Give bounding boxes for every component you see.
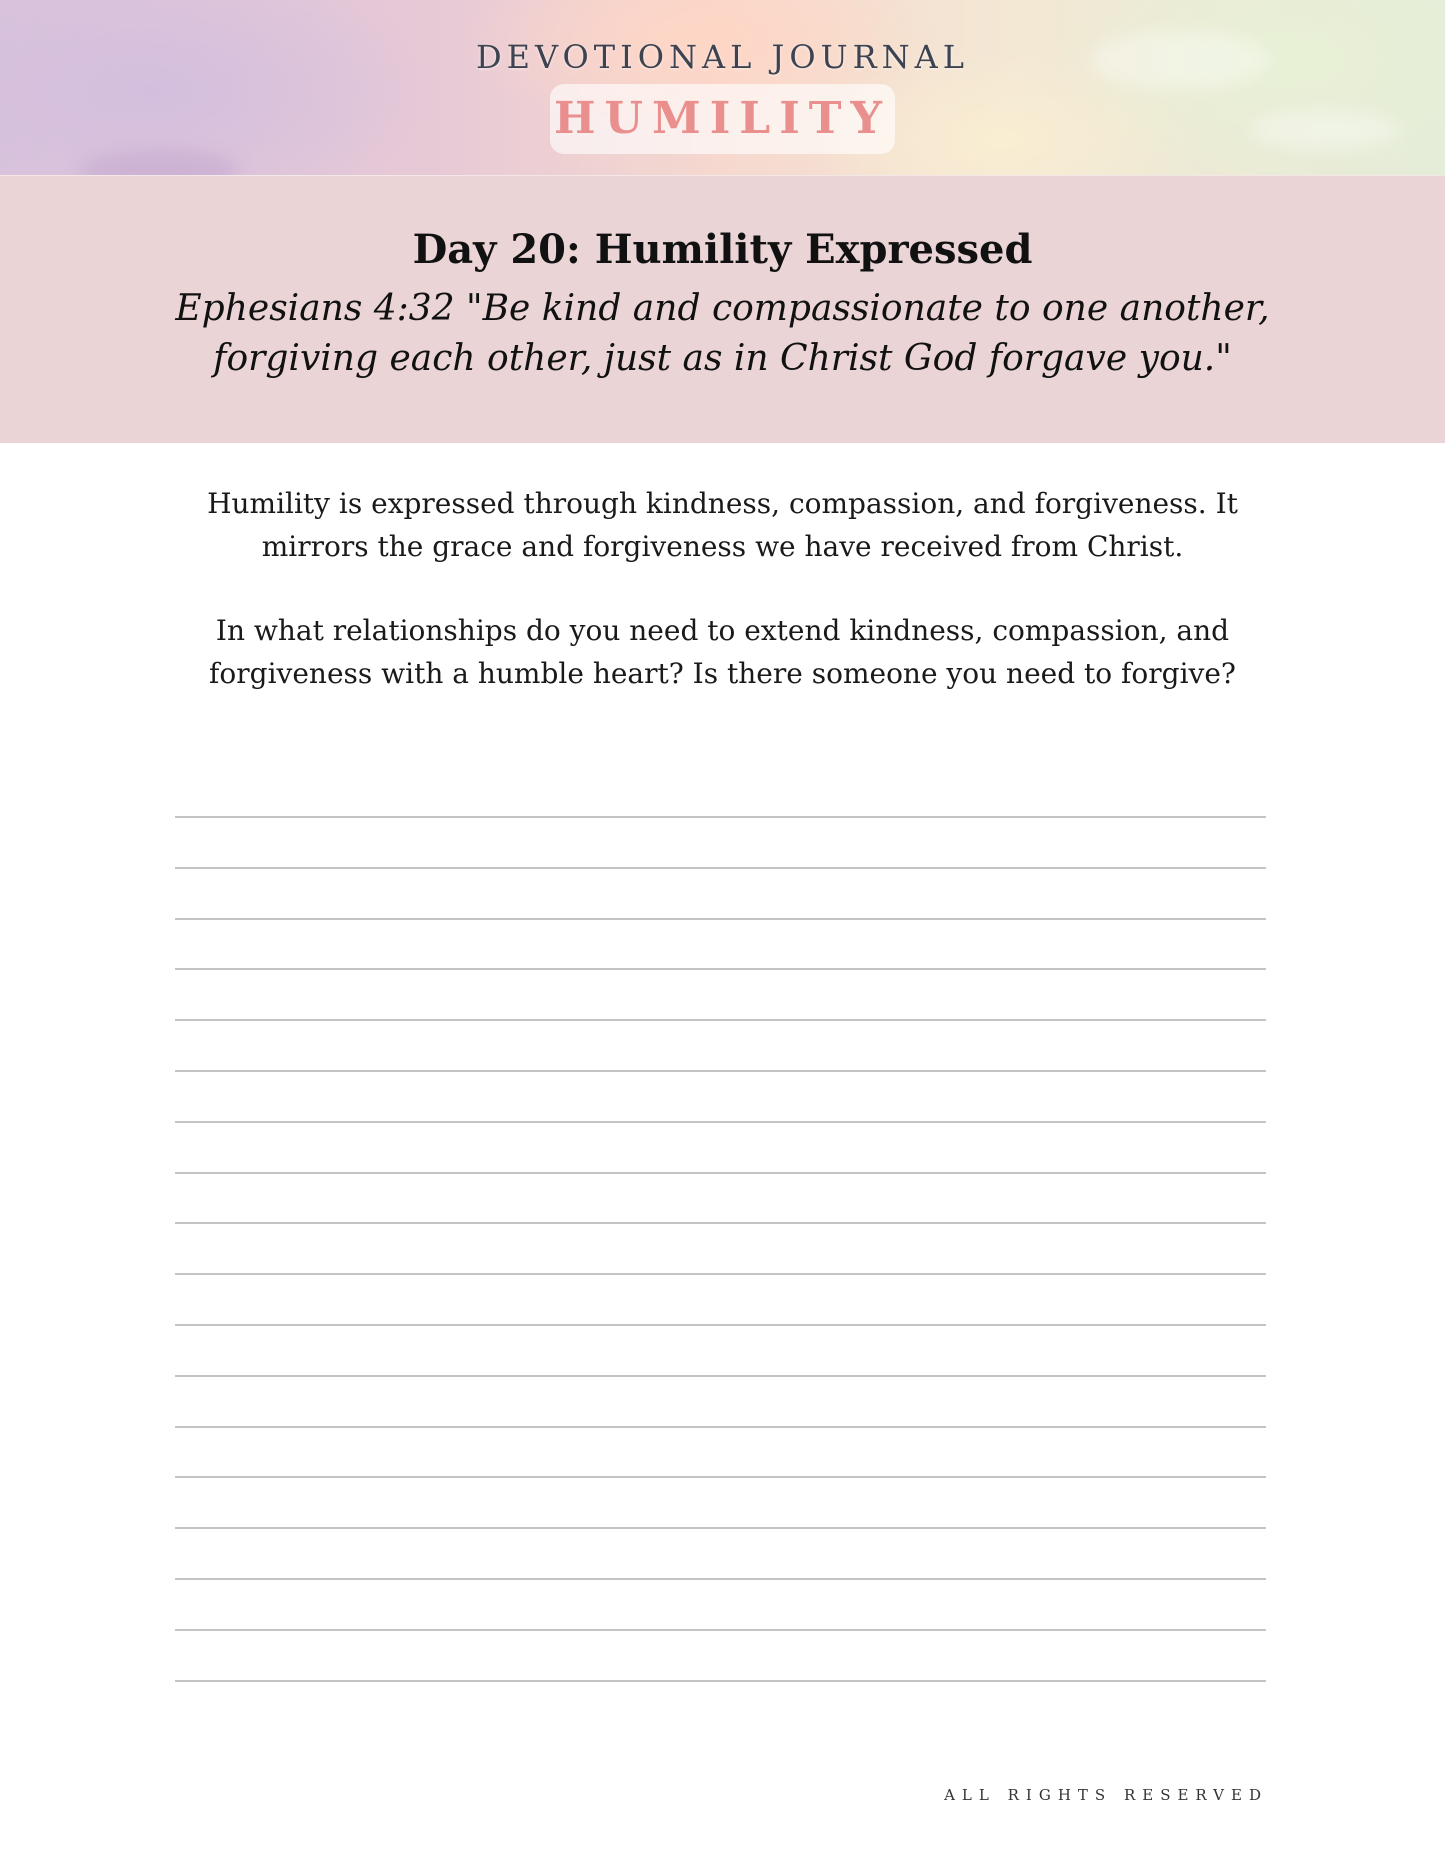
header-banner: [0, 0, 1445, 175]
writing-line[interactable]: [175, 1121, 1266, 1172]
writing-line[interactable]: [175, 1324, 1266, 1375]
writing-line[interactable]: [175, 918, 1266, 969]
scripture-verse: Ephesians 4:32 "Be kind and compassionate to one another, forgiving each other, just as in Christ God forgave you.": [175, 288, 1270, 379]
reflection-prompt: In what relationships do you need to extend kindness, compassion, and forgiveness with a humble heart? Is there someone you need to forgive?: [209, 614, 1236, 690]
writing-line[interactable]: [175, 816, 1266, 867]
intro-paragraph: Humility is expressed through kindness, compassion, and forgiveness. It mirrors the grace and forgiveness we have received from Christ.: [207, 487, 1238, 563]
writing-line[interactable]: [175, 1426, 1266, 1477]
theme-pill: HUMILITY: [550, 84, 895, 154]
writing-line[interactable]: [175, 1070, 1266, 1121]
writing-line[interactable]: [175, 1527, 1266, 1578]
writing-lines[interactable]: [175, 816, 1266, 1730]
writing-line[interactable]: [175, 1680, 1266, 1731]
writing-line[interactable]: [175, 1629, 1266, 1680]
writing-line[interactable]: [175, 1273, 1266, 1324]
writing-line[interactable]: [175, 1222, 1266, 1273]
writing-line[interactable]: [175, 1019, 1266, 1070]
writing-line[interactable]: [175, 1476, 1266, 1527]
day-title: Day 20: Humility Expressed: [412, 226, 1033, 273]
writing-line[interactable]: [175, 1172, 1266, 1223]
writing-line[interactable]: [175, 867, 1266, 918]
writing-line[interactable]: [175, 1375, 1266, 1426]
title-band: [0, 175, 1445, 443]
sky-cloud: [80, 150, 240, 175]
sky-cloud: [1250, 110, 1400, 150]
rights-notice: ALL RIGHTS RESERVED: [944, 1786, 1268, 1804]
journal-kicker: DEVOTIONAL JOURNAL: [475, 38, 970, 76]
writing-line[interactable]: [175, 968, 1266, 1019]
writing-line[interactable]: [175, 1578, 1266, 1629]
